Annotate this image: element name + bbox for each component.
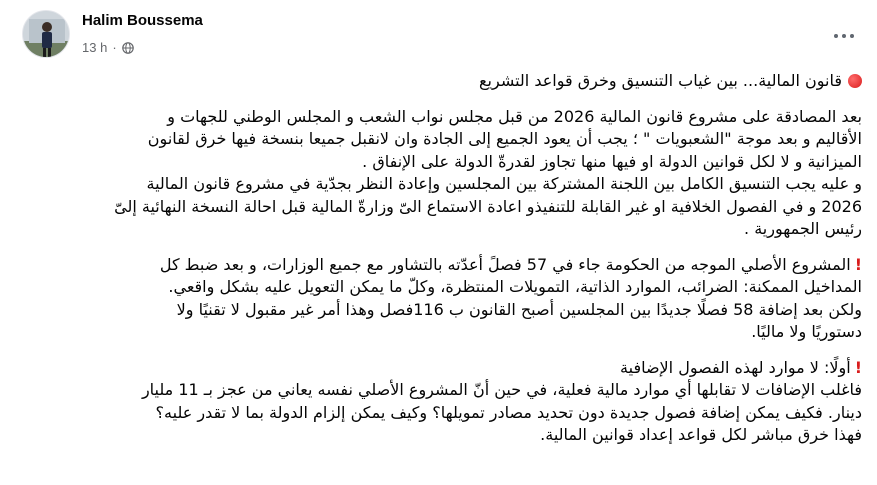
paragraph-2: !المشروع الأصلي الموجه من الحكومة جاء في 57 فصلً أعدّته بالتشاور مع جميع الوزارات، و بعد ضبط كل المداخيل الممكنة: الضرائب، الموارد الذاتية، التمويلات المنتظرة، وكلّ ما يمكن التعويل عليه بشكل واقعي. ولكن بعد إضافة 58 فصلًا جديدًا بين المجلسين أصبح القانون ب 116فصل وهذا أمر غير مقبول لا تقنيًا ولا دستوريًا ولا ماليًا.: [159, 254, 862, 341]
exclamation-icon: !: [854, 357, 862, 377]
post-meta: 13 h ·: [82, 40, 134, 55]
paragraph-1: بعد المصادقة على مشروع قانون المالية 2026 من قبل مجلس نواب الشعب و المجلس الوطني للجهات و الأقاليم و بعد موجة "الشعبويات " ؛ يجب أن يعود الجميع إلى الجادة وان لانقبل جميعا بنسخة فيها خرق لقانون الميزانية و لا لكل قوانين الدولة او فيها منها تجاوز لقدرةّ الدولة على الإنفاق . و عليه يجب التنسيق الكامل بين اللجنة المشتركة بين المجلسين وإعادة النظر بجدّية في مشروع قانون المالية 2026 و في الفصول الخلافية او غير القابلة للتنفيذو اعادة الاستماع الىّ وزارةّ المالية قبل احالة النسخة النهائية إلىّ رئيس الجمهورية .: [114, 106, 862, 238]
globe-icon: [122, 42, 134, 54]
red-circle-icon: [848, 74, 862, 88]
exclamation-icon: !: [854, 254, 862, 274]
author-avatar[interactable]: [22, 10, 70, 58]
more-options-icon[interactable]: [826, 18, 862, 54]
post-body: [22, 70, 862, 460]
post-title: قانون المالية... بين غياب التنسيق وخرق قواعد التشريع: [22, 70, 862, 93]
post-header: [22, 10, 862, 66]
post-time[interactable]: 13 h: [82, 40, 108, 55]
author-name[interactable]: Halim Boussema: [82, 12, 203, 29]
paragraph-3: !أولًا: لا موارد لهذه الفصول الإضافية فاغلب الإضافات لا تقابلها أي موارد مالية فعلية، في حين أنّ المشروع الأصلي نفسه يعاني من عجز بـ 11 مليار دينار. فكيف يمكن إضافة فصول جديدة دون تحديد مصادر تمويلها؟ وكيف يمكن إلزام الدولة بما لا تقدر عليه؟ فهذا خرق مباشر لكل قواعد إعداد قوانين المالية.: [141, 357, 862, 444]
